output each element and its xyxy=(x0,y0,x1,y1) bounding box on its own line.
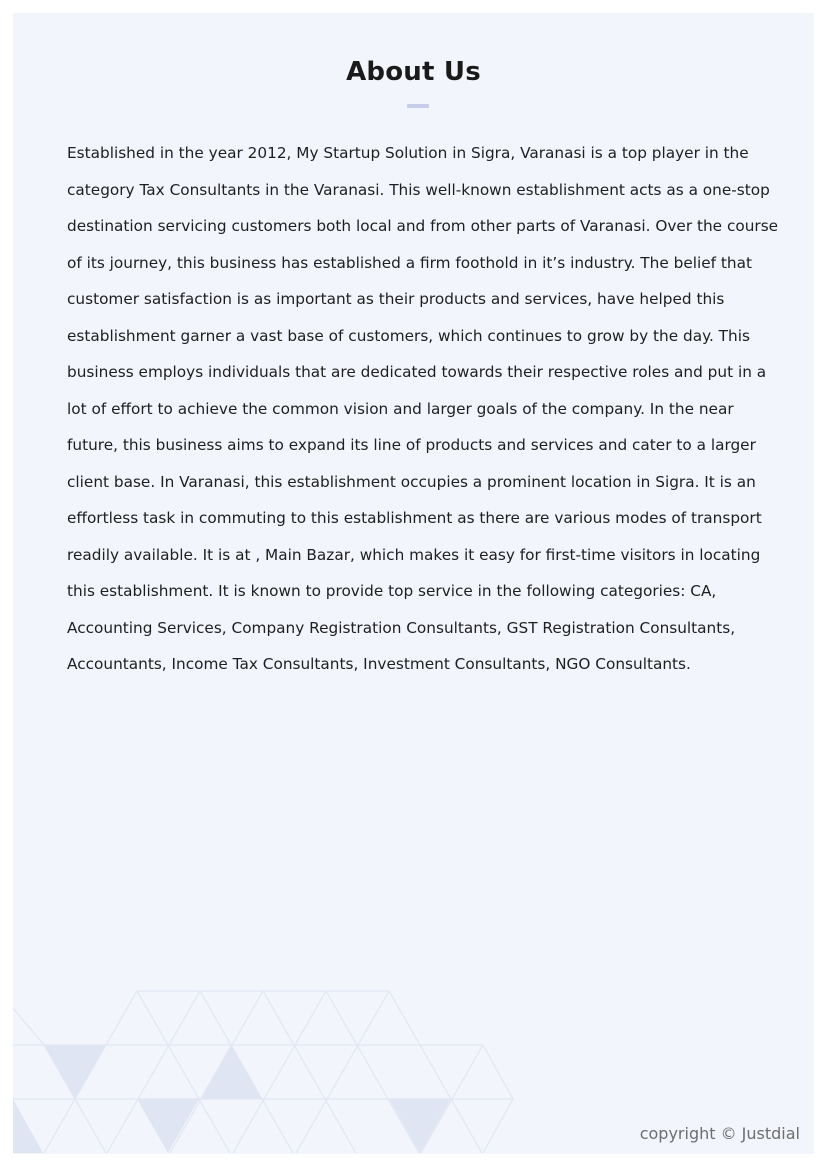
title-underline xyxy=(407,104,429,108)
document-page xyxy=(13,13,814,1154)
about-paragraph: Established in the year 2012, My Startup Solution in Sigra, Varanasi is a top player in the category Tax Consultants in the Varanasi. This well-known establishment acts as a one-stop destination servicing customers both local and from other parts of Varanasi. Over the course of its journey, this business has established a firm foothold in it’s industry. The belief that customer satisfaction is as important as their products and services, have helped this establishment garner a vast base of customers, which continues to grow by the day. This business employs individuals that are dedicated towards their respective roles and put in a lot of effort to achieve the common vision and larger goals of the company. In the near future, this business aims to expand its line of products and services and cater to a larger client base. In Varanasi, this establishment occupies a prominent location in Sigra. It is an effortless task in commuting to this establishment as there are various modes of transport readily available. It is at , Main Bazar, which makes it easy for first-time visitors in locating this establishment. It is known to provide top service in the following categories: CA, Accounting Services, Company Registration Consultants, GST Registration Consultants, Accountants, Income Tax Consultants, Investment Consultants, NGO Consultants. xyxy=(67,144,779,673)
page-title: About Us xyxy=(346,57,481,87)
triangle-pattern-decoration xyxy=(13,988,533,1154)
copyright-text: copyright © Justdial xyxy=(639,1124,800,1143)
